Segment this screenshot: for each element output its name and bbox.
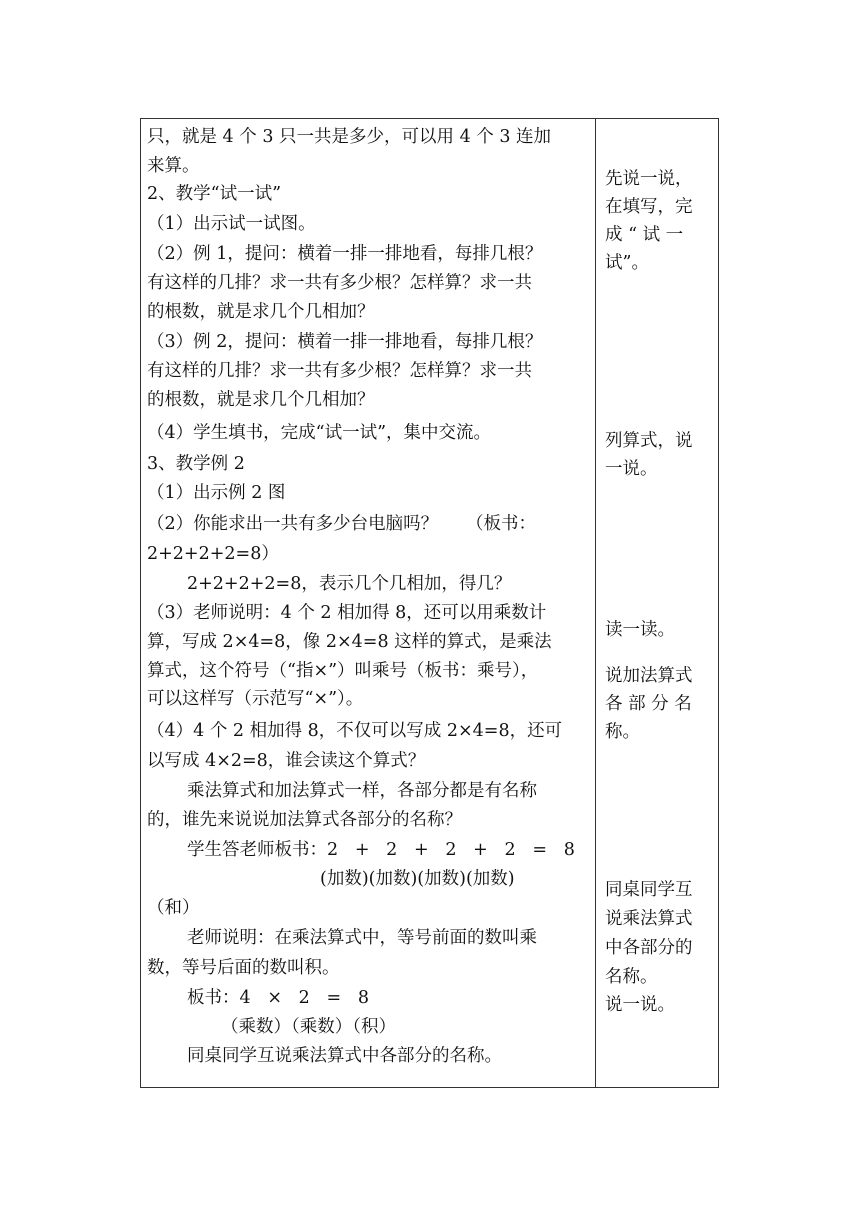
text-line: 算，写成 2×4=8，像 2×4=8 这样的算式，是乘法 [147,632,552,652]
text-line: 在填写，完 [605,197,693,217]
text-line: （4）4 个 2 相加得 8，不仅可以写成 2×4=8，还可 [147,721,563,741]
text-line: 学生答老师板书：2 + 2 + 2 + 2 = 8 [187,840,575,860]
text-line: 同桌同学互说乘法算式中各部分的名称。 [187,1046,502,1066]
text-line: 乘法算式和加法算式一样，各部分都是有名称 [187,781,537,801]
text-line: （1）出示试一试图。 [147,214,316,234]
text-line: 来算。 [147,156,200,176]
text-line: 说一说。 [605,995,675,1015]
text-line: 有这样的几排？求一共有多少根？怎样算？求一共 [147,273,532,293]
text-line: （4）学生填书，完成“试一试”，集中交流。 [147,423,492,443]
text-line: （2）你能求出一共有多少台电脑吗？ （板书： [147,514,536,534]
text-line: 先说一说， [605,169,693,189]
text-line: （乘数）（乘数）（积） [221,1017,396,1037]
text-line: 有这样的几排？求一共有多少根？怎样算？求一共 [147,361,532,381]
text-line: 说加法算式 [605,666,693,686]
text-line: (加数)(加数)(加数)(加数) [320,869,515,889]
text-line: 的根数，就是求几个几相加？ [147,302,375,322]
text-line: 试”。 [605,253,649,273]
text-line: 老师说明：在乘法算式中，等号前面的数叫乘 [187,928,537,948]
text-line: 的根数，就是求几个几相加？ [147,390,375,410]
text-line: 2、教学“试一试” [147,184,282,204]
text-line: （2）例 1，提问：横着一排一排地看，每排几根？ [147,244,543,264]
text-line: 以写成 4×2=8，谁会读这个算式？ [147,751,426,771]
text-line: 名称。 [605,967,658,987]
text-line: 说乘法算式 [605,909,693,929]
text-line: 称。 [605,722,640,742]
text-line: （3）老师说明：4 个 2 相加得 8，还可以用乘数计 [147,603,547,623]
text-line: 读一读。 [605,620,675,640]
text-line: 板书：4 × 2 = 8 [187,988,369,1008]
text-line: 只，就是 4 个 3 只一共是多少，可以用 4 个 3 连加 [147,127,552,147]
lesson-table [140,118,719,1088]
text-line: 列算式，说 [605,431,693,451]
text-line: 可以这样写（示范写“×”）。 [147,689,364,709]
text-line: （和） [147,898,200,918]
text-line: 2+2+2+2=8，表示几个几相加，得几？ [187,574,512,594]
text-line: 一说。 [605,459,658,479]
text-line: 同桌同学互 [605,880,693,900]
text-line: 2+2+2+2=8） [147,544,279,564]
text-line: 算式，这个符号（“指×”）叫乘号（板书：乘号）， [147,661,539,681]
column-divider [595,119,596,1087]
text-line: （3）例 2，提问：横着一排一排地看，每排几根？ [147,332,543,352]
text-line: 的，谁先来说说加法算式各部分的名称？ [147,810,462,830]
text-line: 中各部分的 [605,938,693,958]
text-line: 各 部 分 名 [605,694,692,714]
text-line: 成 “ 试 一 [605,225,684,245]
text-line: 3、教学例 2 [147,454,245,474]
text-line: 数，等号后面的数叫积。 [147,958,340,978]
text-line: （1）出示例 2 图 [147,483,286,503]
